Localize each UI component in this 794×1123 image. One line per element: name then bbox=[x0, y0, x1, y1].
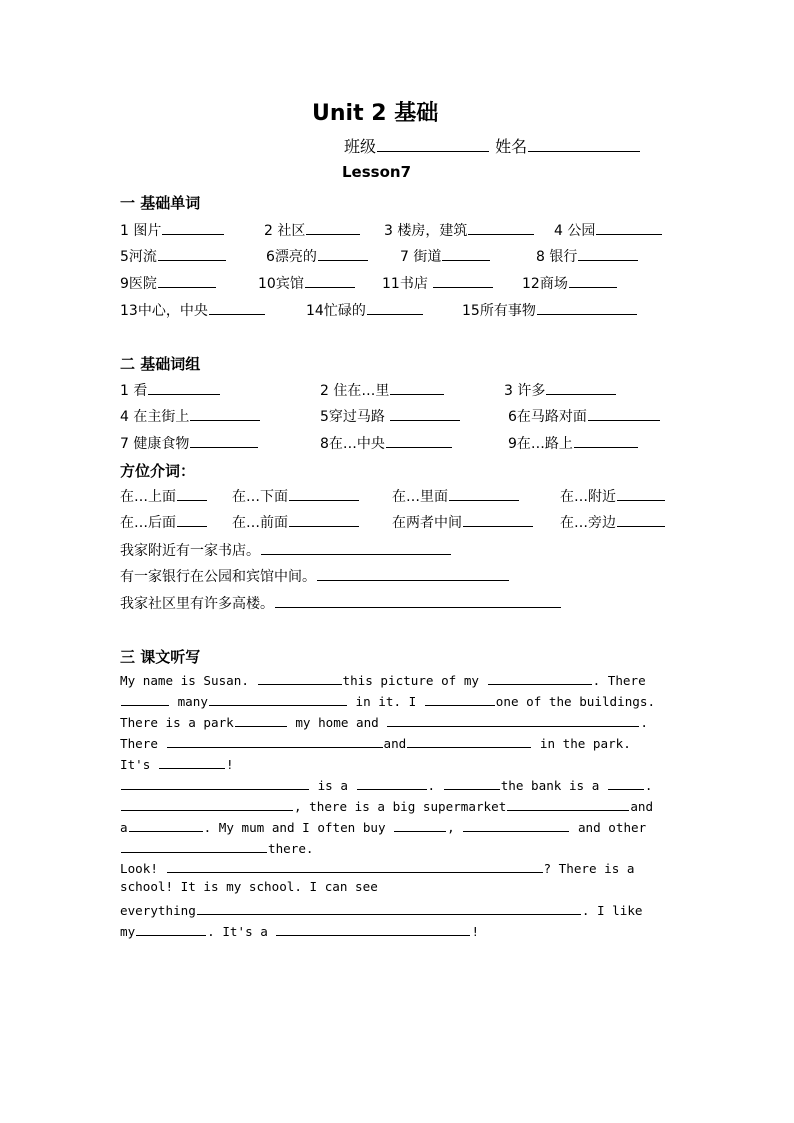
prep-item: 在…上面 bbox=[120, 486, 208, 506]
answer-blank[interactable] bbox=[235, 712, 287, 727]
answer-blank[interactable] bbox=[367, 300, 423, 315]
answer-blank[interactable] bbox=[289, 512, 359, 527]
answer-blank[interactable] bbox=[463, 817, 569, 832]
answer-blank[interactable] bbox=[167, 858, 543, 873]
name-label: 姓名 bbox=[495, 137, 528, 156]
answer-blank[interactable] bbox=[177, 486, 207, 501]
answer-blank[interactable] bbox=[121, 796, 293, 811]
prep-item: 在…后面 bbox=[120, 512, 208, 532]
answer-blank[interactable] bbox=[305, 273, 355, 288]
dictation-line: many in it. I one of the buildings. bbox=[120, 691, 672, 709]
prep-item: 在两者中间 bbox=[392, 512, 534, 532]
phrase-item: 8在…中央 bbox=[320, 433, 453, 453]
prep-item: 在…下面 bbox=[232, 486, 360, 506]
vocab-item: 13中心，中央 bbox=[120, 300, 266, 320]
answer-blank[interactable] bbox=[449, 486, 519, 501]
phrase-item: 7 健康食物 bbox=[120, 433, 259, 453]
answer-blank[interactable] bbox=[468, 220, 534, 235]
section3-heading: 三 课文听写 bbox=[120, 648, 201, 666]
dictation-line: , there is a big supermarket and bbox=[120, 796, 672, 814]
dictation-line: There is a park my home and . bbox=[120, 712, 672, 730]
vocab-item: 4 公园 bbox=[554, 220, 663, 240]
answer-blank[interactable] bbox=[289, 486, 359, 501]
prep-heading: 方位介词： bbox=[120, 462, 196, 480]
answer-blank[interactable] bbox=[306, 220, 360, 235]
vocab-item: 6漂亮的 bbox=[266, 246, 369, 266]
answer-blank[interactable] bbox=[162, 220, 224, 235]
answer-blank[interactable] bbox=[121, 775, 309, 790]
class-blank[interactable] bbox=[377, 137, 489, 152]
answer-blank[interactable] bbox=[488, 670, 592, 685]
answer-blank[interactable] bbox=[596, 220, 662, 235]
answer-blank[interactable] bbox=[121, 838, 267, 853]
section1-heading: 一 基础单词 bbox=[120, 194, 201, 212]
answer-blank[interactable] bbox=[261, 540, 451, 555]
dictation-line: is a . the bank is a . bbox=[120, 775, 672, 793]
vocab-item: 12商场 bbox=[522, 273, 618, 293]
dictation-line: My name is Susan. this picture of my . There bbox=[120, 670, 672, 688]
answer-blank[interactable] bbox=[608, 775, 644, 790]
answer-blank[interactable] bbox=[390, 406, 460, 421]
dictation-line: There and in the park. bbox=[120, 733, 672, 751]
answer-blank[interactable] bbox=[148, 380, 220, 395]
answer-blank[interactable] bbox=[394, 817, 446, 832]
answer-blank[interactable] bbox=[442, 246, 490, 261]
sentence-text: 我家附近有一家书店。 bbox=[120, 543, 260, 559]
answer-blank[interactable] bbox=[136, 921, 206, 936]
answer-blank[interactable] bbox=[317, 566, 509, 581]
prep-item: 在…附近 bbox=[560, 486, 666, 506]
dictation-line: there. bbox=[120, 838, 672, 856]
answer-blank[interactable] bbox=[167, 733, 383, 748]
phrase-item: 3 许多 bbox=[504, 380, 617, 400]
answer-blank[interactable] bbox=[407, 733, 531, 748]
phrase-item: 2 住在…里 bbox=[320, 380, 445, 400]
answer-blank[interactable] bbox=[357, 775, 427, 790]
answer-blank[interactable] bbox=[425, 691, 495, 706]
answer-blank[interactable] bbox=[318, 246, 368, 261]
answer-blank[interactable] bbox=[158, 246, 226, 261]
name-blank[interactable] bbox=[528, 137, 640, 152]
student-info bbox=[344, 134, 641, 157]
answer-blank[interactable] bbox=[190, 433, 258, 448]
answer-blank[interactable] bbox=[386, 433, 452, 448]
vocab-item: 7 街道 bbox=[400, 246, 491, 266]
vocab-item: 3 楼房，建筑 bbox=[384, 220, 535, 240]
phrase-item: 1 看 bbox=[120, 380, 221, 400]
dictation-line: It's ! bbox=[120, 754, 672, 772]
phrase-item: 9在…路上 bbox=[508, 433, 639, 453]
answer-blank[interactable] bbox=[258, 670, 342, 685]
answer-blank[interactable] bbox=[578, 246, 638, 261]
phrase-item: 5穿过马路 bbox=[320, 406, 461, 426]
vocab-item: 2 社区 bbox=[264, 220, 361, 240]
answer-blank[interactable] bbox=[209, 691, 347, 706]
page-title: Unit 2 基础 bbox=[312, 101, 439, 126]
phrase-item: 6在马路对面 bbox=[508, 406, 661, 426]
dictation-line: Look! ? There is a bbox=[120, 858, 672, 876]
prep-item: 在…里面 bbox=[392, 486, 520, 506]
answer-blank[interactable] bbox=[276, 921, 470, 936]
answer-blank[interactable] bbox=[463, 512, 533, 527]
answer-blank[interactable] bbox=[537, 300, 637, 315]
dictation-line: everything . I like bbox=[120, 900, 672, 918]
answer-blank[interactable] bbox=[177, 512, 207, 527]
answer-blank[interactable] bbox=[569, 273, 617, 288]
answer-blank[interactable] bbox=[158, 273, 216, 288]
dictation-line: a . My mum and I often buy , and other bbox=[120, 817, 672, 835]
vocab-item: 5河流 bbox=[120, 246, 227, 266]
answer-blank[interactable] bbox=[129, 817, 203, 832]
answer-blank[interactable] bbox=[507, 796, 629, 811]
vocab-item: 10宾馆 bbox=[258, 273, 356, 293]
answer-blank[interactable] bbox=[190, 406, 260, 421]
vocab-item: 9医院 bbox=[120, 273, 217, 293]
answer-blank[interactable] bbox=[390, 380, 444, 395]
prep-item: 在…前面 bbox=[232, 512, 360, 532]
answer-blank[interactable] bbox=[574, 433, 638, 448]
answer-blank[interactable] bbox=[617, 512, 665, 527]
answer-blank[interactable] bbox=[275, 593, 561, 608]
vocab-item: 8 银行 bbox=[536, 246, 639, 266]
answer-blank[interactable] bbox=[617, 486, 665, 501]
dictation-line: school! It is my school. I can see bbox=[120, 879, 378, 894]
vocab-item: 15所有事物 bbox=[462, 300, 638, 320]
class-label: 班级 bbox=[344, 137, 377, 156]
dictation-line: my . It's a ! bbox=[120, 921, 672, 939]
answer-blank[interactable] bbox=[197, 900, 581, 915]
lesson-label: Lesson7 bbox=[342, 163, 412, 181]
answer-blank[interactable] bbox=[209, 300, 265, 315]
vocab-item: 1 图片 bbox=[120, 220, 225, 240]
answer-blank[interactable] bbox=[433, 273, 493, 288]
phrase-item: 4 在主街上 bbox=[120, 406, 261, 426]
vocab-item: 11书店 bbox=[382, 273, 494, 293]
answer-blank[interactable] bbox=[387, 712, 639, 727]
sentence-text: 我家社区里有许多高楼。 bbox=[120, 596, 274, 612]
answer-blank[interactable] bbox=[546, 380, 616, 395]
prep-item: 在…旁边 bbox=[560, 512, 666, 532]
section2-heading: 二 基础词组 bbox=[120, 355, 201, 373]
answer-blank[interactable] bbox=[444, 775, 500, 790]
answer-blank[interactable] bbox=[121, 691, 169, 706]
sentence-text: 有一家银行在公园和宾馆中间。 bbox=[120, 569, 316, 585]
answer-blank[interactable] bbox=[159, 754, 225, 769]
vocab-item: 14忙碌的 bbox=[306, 300, 424, 320]
answer-blank[interactable] bbox=[588, 406, 660, 421]
